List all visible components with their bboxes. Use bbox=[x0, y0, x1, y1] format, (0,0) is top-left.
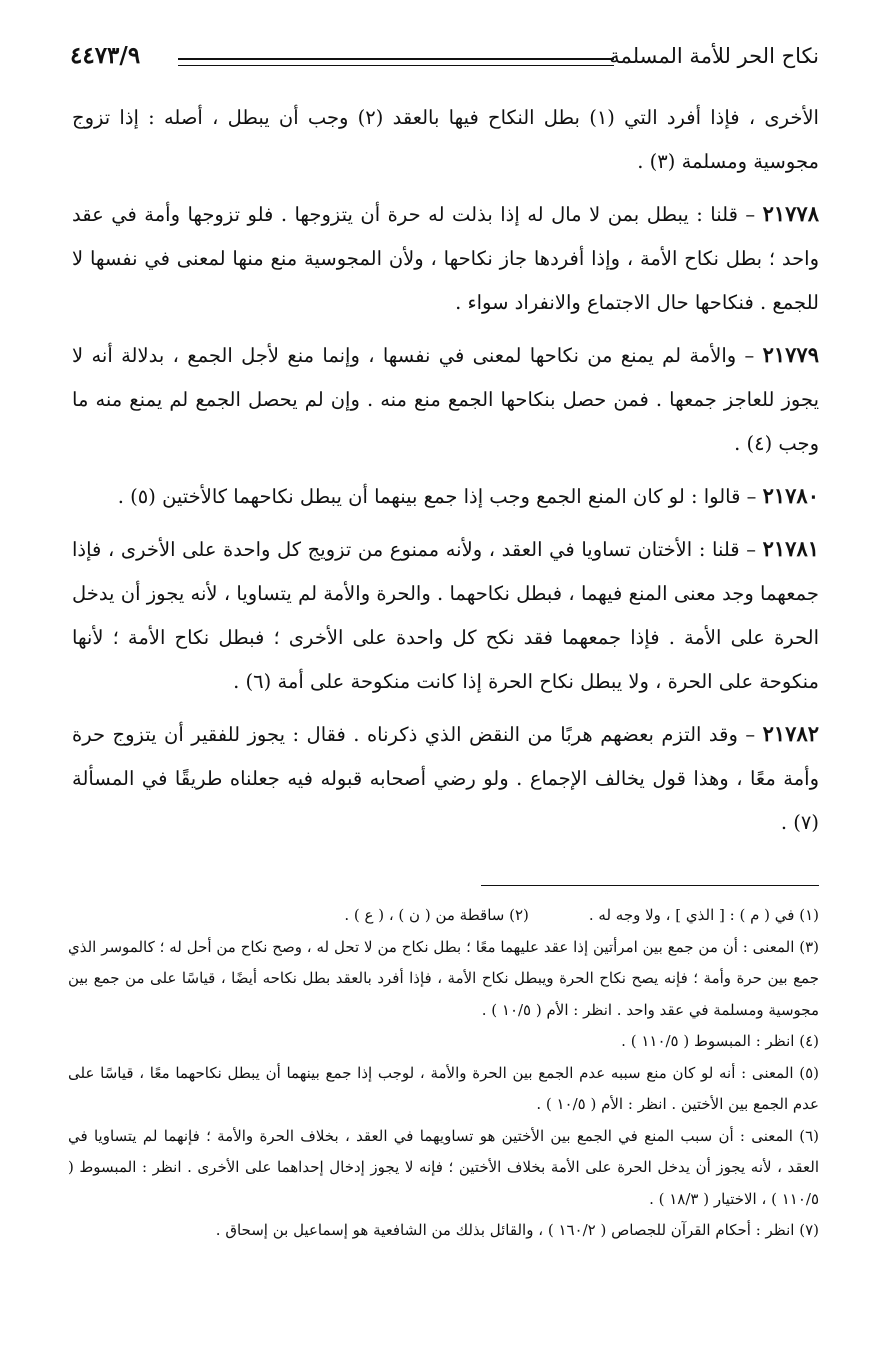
paragraph-number: ٢١٧٨٠ bbox=[762, 483, 819, 508]
paragraph-text: – قلنا : الأختان تساويا في العقد ، ولأنه ممنوع من تزويج كل واحدة على الأخرى ، فإذا جمعهما وجد معنى المنع فيهما ، فبطل نكاحهما . والحرة والأمة لم يتساويا ، لأنه يجوز أن يدخل الحرة على الأمة . فإذا جمعهما فقد نكح كل واحدة على الأخرى ؛ فبطل نكاح الأمة ؛ لأنها منكوحة على الحرة ، ولا يبطل نكاح الحرة إذا كانت منكوحة على أمة (٦) . bbox=[72, 538, 819, 693]
paragraph-21779 bbox=[72, 333, 819, 466]
paragraph-21782 bbox=[72, 712, 819, 845]
main-text bbox=[72, 96, 819, 853]
paragraph-number: ٢١٧٧٩ bbox=[762, 342, 819, 367]
paragraph-21778 bbox=[72, 192, 819, 325]
footnote-5: (٥) المعنى : أنه لو كان منع سببه عدم الجمع بين الحرة والأمة ، لوجب إذا جمع بينهما أن يبطل نكاحهما معًا ، قياسًا على عدم الجمع بين الأختين . انظر : الأم ( ١٠/٥ ) . bbox=[68, 1063, 819, 1113]
paragraph-text: – والأمة لم يمنع من نكاحها لمعنى في نفسها ، وإنما منع لأجل الجمع ، بدلالة أنه لا يجوز للعاجز جمعها . فمن حصل بنكاحها الجمع منع منه . وإن لم يحصل الجمع لم يمنع منه ما وجب (٤) . bbox=[72, 344, 819, 455]
footnote-4: (٤) انظر : المبسوط ( ١١٠/٥ ) . bbox=[621, 1032, 819, 1050]
paragraph-text: – قالوا : لو كان المنع الجمع وجب إذا جمع بينهما أن يبطل نكاحهما كالأختين (٥) . bbox=[117, 485, 757, 508]
footnote-1: (١) في ( م ) : [ الذي ] ، ولا وجه له . bbox=[588, 906, 819, 924]
paragraph-21781 bbox=[72, 527, 819, 704]
footnote-row bbox=[68, 900, 819, 932]
paragraph-text: – قلنا : يبطل بمن لا مال له إذا بذلت له حرة أن يتزوجها . فلو تزوجها وأمة في عقد واحد ؛ بطل نكاح الأمة ، وإذا أفردها جاز نكاحها ، ولأن المجوسية منع منها لمعنى في نفسها لا للجمع . فنكاحها حال الاجتماع والانفراد سواء . bbox=[72, 203, 819, 314]
page-header bbox=[70, 40, 819, 80]
paragraph-number: ٢١٧٨١ bbox=[762, 536, 820, 561]
paragraph-number: ٢١٧٨٢ bbox=[762, 721, 820, 746]
paragraph-21780 bbox=[72, 474, 819, 519]
running-title: نكاح الحر للأمة المسلمة bbox=[609, 44, 819, 68]
paragraph-text: – وقد التزم بعضهم هربًا من النقض الذي ذكرناه . فقال : يجوز للفقير أن يتزوج حرة وأمة معًا ، وهذا قول يخالف الإجماع . ولو رضي أصحابه قبوله فيه جعلناه طريقًا في المسألة (٧) . bbox=[72, 723, 819, 834]
paragraph-text: الأخرى ، فإذا أفرد التي (١) بطل النكاح فيها بالعقد (٢) وجب أن يبطل ، أصله : إذا تزوج مجوسية ومسلمة (٣) . bbox=[72, 106, 819, 173]
footnotes bbox=[68, 900, 819, 1247]
footnote-3: (٣) المعنى : أن من جمع بين امرأتين إذا عقد عليهما معًا ؛ بطل نكاح من لا تحل له ، وصح نكاح من أحل له ؛ كالموسر الذي جمع بين حرة وأمة ؛ فإنه يصح نكاح الحرة ويبطل نكاح الأمة ، فإذا أفرد بالعقد بطل نكاحه أيضًا ، قياسًا على من جمع بين مجوسية ومسلمة في عقد واحد . انظر : الأم ( ١٠/٥ ) . bbox=[68, 937, 819, 1019]
footnote-6: (٦) المعنى : أن سبب المنع في الجمع بين الأختين هو تساويهما في العقد ، بخلاف الحرة والأمة ؛ فإنهما لم يتساويا في العقد ، لأنه يجوز أن يدخل الحرة على الأمة بخلاف الأختين ؛ فإنه لا يجوز إدخال إحداهما على الأخرى . انظر : المبسوط ( ١١٠/٥ ) ، الاختيار ( ١٨/٣ ) . bbox=[68, 1126, 819, 1208]
footnote-separator bbox=[481, 885, 819, 886]
header-rule bbox=[178, 58, 614, 66]
footnote-7: (٧) انظر : أحكام القرآن للجصاص ( ١٦٠/٢ ) ، والقائل بذلك من الشافعية هو إسماعيل بن إسحاق . bbox=[215, 1221, 819, 1239]
footnote-2: (٢) ساقطة من ( ن ) ، ( ع ) . bbox=[344, 906, 529, 924]
paragraph-number: ٢١٧٧٨ bbox=[762, 201, 819, 226]
paragraph-continuation bbox=[72, 96, 819, 184]
page-reference: ٤٤٧٣/٩ bbox=[70, 42, 141, 69]
